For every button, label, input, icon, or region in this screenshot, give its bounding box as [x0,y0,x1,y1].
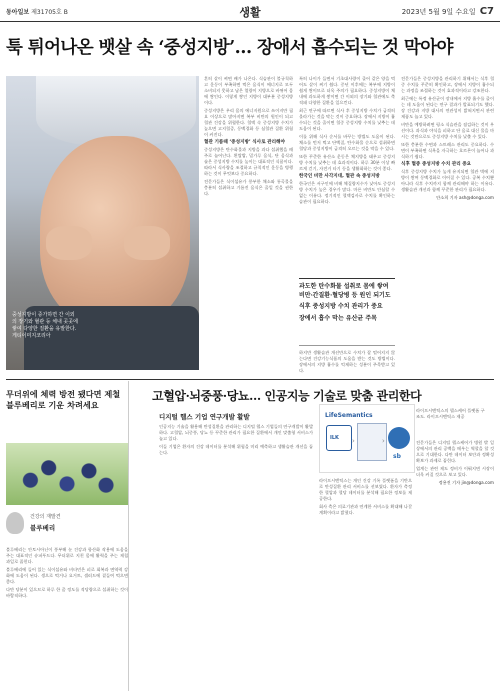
column-subject: 블루베리 [30,524,56,532]
left-hand-shape [46,226,92,260]
columnist-photo [6,512,24,534]
lower-column-3 [416,440,494,686]
right-hand-shape [124,226,170,260]
main-headline: 툭 튀어나온 뱃살 속 ‘중성지방’… 장애서 흡수되는 것 막아야 [6,38,453,58]
lower-headline: 고혈압·뇌중풍·당뇨… 인공지능 기술로 맞춤 관리한다 [152,389,422,403]
paragraph: 최근 연구에 따르면 식사 후 중성지방 수치가 급격히 올라가는 것을 막는 것이 중요하다. 장에서 지방이 흡수되는 것을 줄이면 혈중 중성지방 수치를 낮추는 데 도움이 된다. [299,108,395,131]
article-column-1 [204,76,293,376]
paragraph: 또한 충분한 수면과 스트레스 관리도 중요하다. 수면이 부족하면 식욕을 자극하는 호르몬이 늘어나 과식하기 쉽다. [401,142,494,159]
article-column-2 [299,76,395,274]
paragraph: 블루베리는 안토시아닌이 풍부해 눈 건강과 항산화 작용에 도움을 주는 대표적인 슈퍼푸드다. 무더위로 지친 몸에 활력을 주는 제철 과일로 꼽힌다. [6,547,128,564]
section-title: 생활 [239,6,261,19]
arrow-right-icon: › [382,437,385,445]
paragraph: 회사 측은 의료기관과 연계한 서비스를 확대해 나갈 계획이라고 밝혔다. [319,504,412,515]
section-divider [6,379,494,380]
lower-kicker: 디지털 헬스 기업 연구개발 활발 [159,413,250,421]
paragraph: 특히 나이가 들면서 기초대사량이 줄어 같은 양을 먹어도 살이 찌기 쉽다. 중년 이후에는 복부에 지방이 쉽게 쌓이므로 더욱 주의가 필요하다. 중성지방이 체내에 과도하게 쌓이면 간 이외의 장기와 혈관에도 축적돼 다양한 질환을 일으킨다. [299,76,395,105]
paragraph: 인공지능 기술을 활용해 만성질환을 관리하는 디지털 헬스 기업들의 연구개발이 활발하다. 고혈압, 뇌중풍, 당뇨 등 꾸준한 관리가 필요한 질환에서 개인 맞춤형 서비스가 늘고 있다. [159,424,313,441]
paragraph: 중성지방은 탄수화물과 지방을 과다 섭취했을 때 주로 늘어난다. 흰쌀밥, 밀가루 음식, 단 음식과 술은 중성지방 수치를 높이는 대표적인 식품이다. 따라서 식사량을 조절하고 규칙적인 운동을 병행하는 것이 무엇보다 중요하다. [204,147,293,176]
paragraph: 업계는 관련 제도 정비가 이뤄지면 시장이 더욱 커질 것으로 보고 있다. [416,466,494,477]
byline: 정용진 기자 jin@donga.com [438,480,494,485]
column-text [6,547,128,687]
health-column [6,381,129,691]
column-series-tag: 건강의 재발견 [30,514,61,520]
lifesemantics-logo [325,412,373,419]
page-number: C7 [479,6,494,17]
paragraph: 이를 위해 식사 순서를 바꾸는 방법도 도움이 된다. 채소를 먼저 먹고 단백질, 탄수화물 순으로 섭취하면 혈당과 중성지방이 급격히 오르는 것을 막을 수 있다. [299,134,395,151]
platform-diagram [319,404,415,473]
paragraph: 전문가들은 중성지방을 관리하기 위해서는 식후 혈중 수치를 꾸준히 확인하고, 장에서 지방이 흡수되는 과정을 조절하는 것이 효과적이라고 강조한다. [401,76,494,93]
paragraph: 이들 기업은 환자의 건강 데이터를 분석해 위험을 미리 예측하고 생활습관 개선을 돕는다. [159,444,313,455]
byline: 안소희 기자 ash@donga.com [436,195,494,200]
paragraph: 또한 꾸준한 유산소 운동은 체지방을 태우고 중성지방 수치를 낮추는 데 효과적이다. 하루 30분 이상 빠르게 걷기, 자전거 타기 등을 생활화하는 것이 좋다. [299,154,395,171]
paragraph: 블루베리에 들어 있는 식이섬유와 비타민은 피로 회복과 면역력 강화에 도움이 된다. 생으로 먹거나 요거트, 샐러드에 곁들여 먹으면 좋다. [6,567,128,584]
paragraph: 다만 당분이 있으므로 하루 한 줌 정도를 적당량으로 섭취하는 것이 바람직하다. [6,587,128,598]
lower-column-1 [159,424,313,686]
pull-quote [299,278,395,346]
pull-quote-line: 장에서 흡수 막는 유산균 주목 [299,314,377,322]
subheading: 식후 혈중 중성지방 수치 관리 중요 [401,162,472,167]
arrow-right-icon: › [352,437,355,445]
masthead [0,0,500,22]
page-marker: B [63,9,68,16]
paragraph: 비만을 예방하려면 평소 식습관을 점검하는 것이 우선이다. 과식과 야식을 피하고 단 음료 대신 물을 마시는 것만으로도 중성지방 수치를 낮출 수 있다. [401,122,494,139]
paragraph: 흔히 살이 찌면 배가 나온다. 식습관이 불규칙하고 운동이 부족하면 먹은 음식이 에너지로 모두 소비되지 못하고 남은 열량이 지방으로 바뀌어 몸에 쌓인다. 이렇게 쌓인 지방이 대부분 중성지방이다. [204,76,293,105]
issue-date: 2023년 5월 9일 수요일 [401,8,476,16]
paragraph: 중성지방은 우리 몸의 에너지원으로 쓰이지만 필요 이상으로 많아지면 복부 비만의 원인이 되고 혈관 건강을 위협한다. 혈액 속 중성지방 수치가 높으면 고지혈증, 동맥경화 등 심혈관 질환 위험이 커진다. [204,108,293,137]
ai-circle-icon [388,427,410,449]
paragraph: 한국인은 서구인에 비해 체질량지수가 낮아도 중성지방 수치가 높은 경우가 많다. 마른 비만도 안심할 수 없는 이유다. 정기적인 혈액검사로 수치를 확인하는 습관이 필요하다. [299,181,395,204]
column-label [6,509,128,539]
logo-part-a: Life [325,412,338,419]
masthead-date-page [402,6,494,17]
issue-number: 제31705호 [31,9,62,16]
article-column-2b [299,350,395,376]
figure-caption: 라이프시맨틱스의 헬스케어 플랫폼 구조도. 라이프시맨틱스 제공 [416,408,485,419]
paragraph: 하지만 생활습관 개선만으로 수치가 잘 떨어지지 않는다면 건강기능식품의 도움을 받는 것도 방법이다. 장에서의 지방 흡수를 억제하는 성분이 주목받고 있다. [299,350,395,373]
paragraph: 식후 중성지방 수치가 높게 유지되면 혈관 벽에 지방이 쌓여 동맥경화로 이어질 수 있다. 공복 수치뿐 아니라 식후 수치까지 함께 관리해야 하는 이유다. 생활습관 개선과 함께 꾸준한 관리가 필요하다. [401,169,494,192]
column-title: 무더위에 체력 방전 됐다면 제철 블루베리로 기운 차려세요 [6,389,121,410]
ilk-label: ILK [330,435,339,441]
subheading: 혈관 기름때 ‘중성지방’ 식사로 관리해야 [204,140,285,145]
article-column-3 [401,76,494,376]
paragraph: 전문가들은 식이섬유가 풍부한 채소와 통곡물을 충분히 섭취하고 기름진 음식은 줄일 것을 권한다. [204,179,293,196]
logo-part-b: Semantics [337,412,373,419]
sb-label: sb [393,453,401,460]
paragraph: 전문가들은 디지털 헬스케어가 병원 밖 일상에서의 관리 공백을 메우는 역할을 할 것으로 기대한다. 다만 데이터 보안과 정확성 확보가 과제로 꼽힌다. [416,440,494,463]
pull-quote-line: 식후 중성지방 수치 관리가 중요 [299,303,383,310]
photo-caption: 중성지방이 증가하면 간 이외의 장기와 혈관 등 체내 곳곳에 쌓여 다양한 질환을 유발한다. 게티이미지코리아 [12,312,78,339]
paper-name: 동아일보 [6,9,30,16]
paragraph: 최근에는 특정 유산균이 장내에서 지방 흡수를 줄이는 데 도움이 된다는 연구 결과가 발표되기도 했다. 장 건강과 지방 대사의 연관성이 밝혀지면서 관련 제품도 늘고 있다. [401,96,494,119]
blueberry-photo [6,443,128,505]
paragraph: 라이프시맨틱스는 개인 건강 기록 플랫폼을 기반으로 만성질환 관리 서비스를 선보였다. 환자가 측정한 혈압과 혈당 데이터를 분석해 필요한 정보를 제공한다. [319,478,412,501]
pull-quote-line: 과도한 탄수화물 섭취로 몸에 쌓여 비만·간질환·혈당병 등 원인 되기도 [299,283,391,299]
belly-fat-photo [6,76,199,370]
lower-column-2 [319,478,412,686]
subheading: 한국인 비만 사각지대, 혈관 속 중성지방 [299,174,380,179]
